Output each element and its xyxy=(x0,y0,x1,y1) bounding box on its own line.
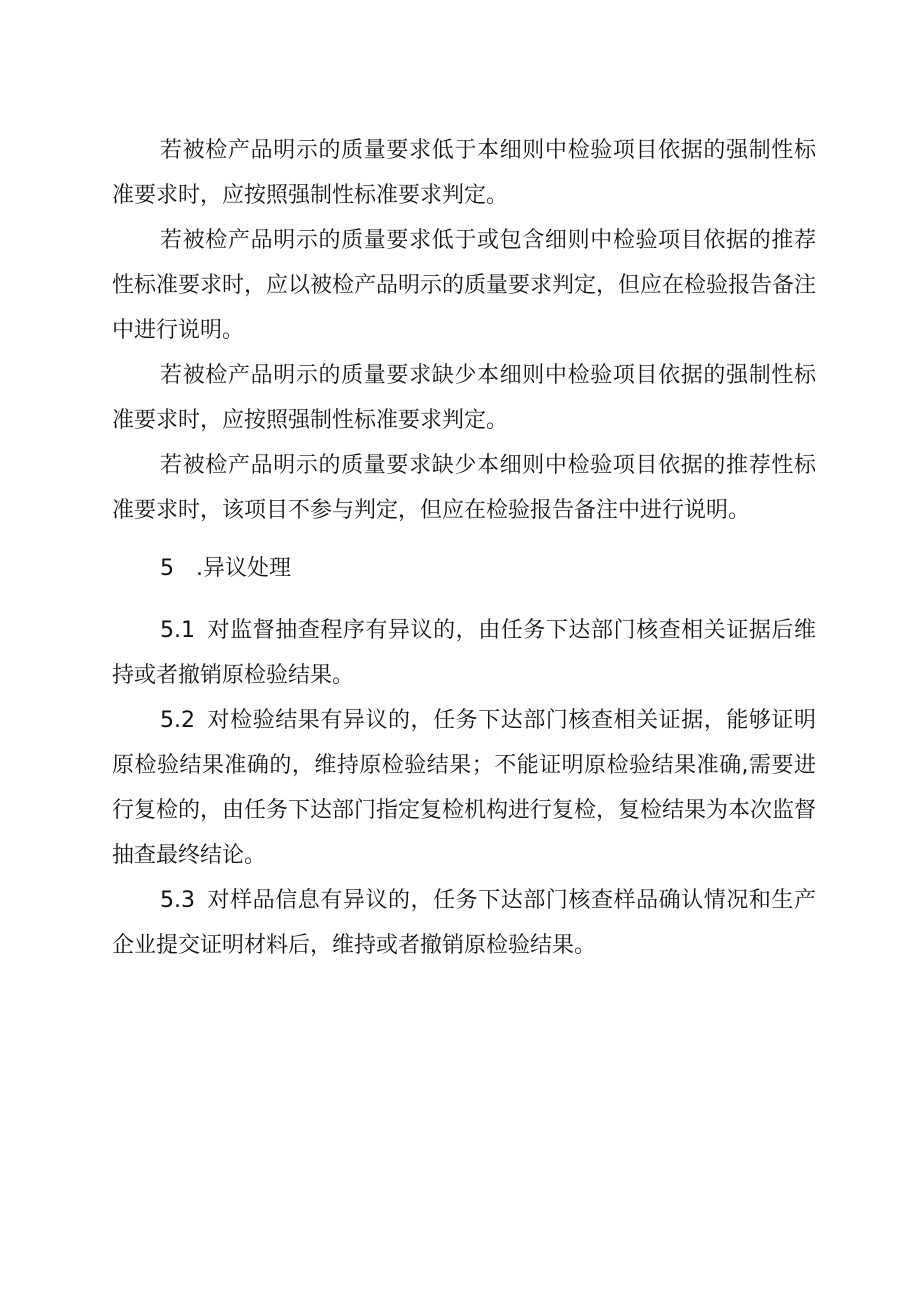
section-item-5-1 xyxy=(112,608,816,698)
paragraph-mandatory-standard-low: 若被检产品明示的质量要求低于本细则中检验项目依据的强制性标准要求时，应按照强制性标准要求判定。 xyxy=(112,138,816,208)
paragraph-mandatory-standard-missing: 若被检产品明示的质量要求缺少本细则中检验项目依据的强制性标准要求时，应按照强制性标准要求判定。 xyxy=(112,363,816,433)
paragraph-recommended-standard-missing: 若被检产品明示的质量要求缺少本细则中检验项目依据的推荐性标准要求时，该项目不参与判定，但应在检验报告备注中进行说明。 xyxy=(112,453,816,523)
item-number: 5.1 xyxy=(160,618,195,643)
section-heading: 5 .异议处理 xyxy=(160,556,291,581)
item-text: 对监督抽查程序有异议的，由任务下达部门核查相关证据后维持或者撤销原检验结果。 xyxy=(112,618,816,688)
paragraph-recommended-standard-low: 若被检产品明示的质量要求低于或包含细则中检验项目依据的推荐性标准要求时，应以被检产品明示的质量要求判定，但应在检验报告备注中进行说明。 xyxy=(112,228,817,343)
item-number: 5.2 xyxy=(160,708,195,733)
section-item-5-3 xyxy=(112,878,816,968)
item-text: 对样品信息有异议的，任务下达部门核查样品确认情况和生产企业提交证明材料后，维持或者撤销原检验结果。 xyxy=(112,888,816,958)
item-number: 5.3 xyxy=(160,888,195,913)
document-body xyxy=(112,128,816,968)
section-item-5-2 xyxy=(112,698,816,878)
item-text: 对检验结果有异议的，任务下达部门核查相关证据，能够证明原检验结果准确的，维持原检验结果；不能证明原检验结果准确,需要进行复检的，由任务下达部门指定复检机构进行复检，复检结果为本次监督抽查最终结论。 xyxy=(112,708,817,868)
